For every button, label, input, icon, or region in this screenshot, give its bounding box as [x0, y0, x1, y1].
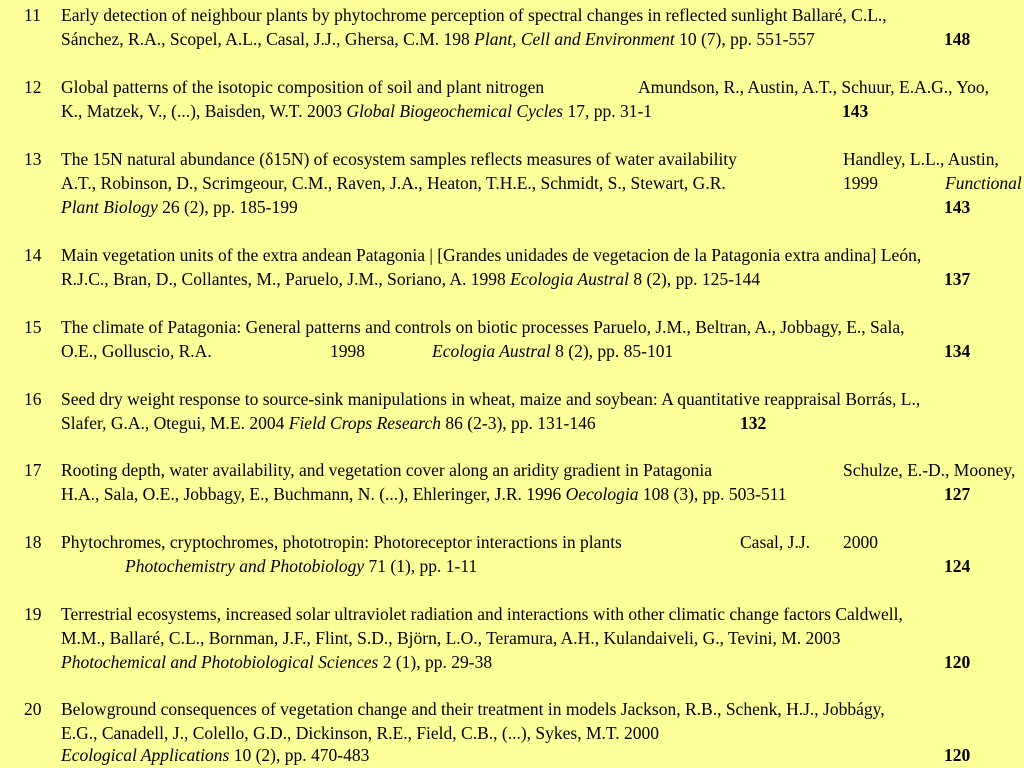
entry-volume: 10 (7), pp. 551-557	[674, 29, 815, 49]
entry-number: 19	[24, 604, 42, 624]
entry-title-line: Phytochromes, cryptochromes, phototropin: Photoreceptor interactions in plants	[61, 532, 622, 552]
entry-volume: 2 (1), pp. 29-38	[378, 652, 493, 672]
entry-year: 2000	[843, 532, 878, 552]
entry-authors-line: O.E., Golluscio, R.A.	[61, 341, 212, 361]
entry-title-line: Seed dry weight response to source-sink manipulations in wheat, maize and soybean: A quantitative reappraisal Borrás, L.,	[61, 389, 921, 409]
entry-number: 16	[24, 389, 42, 409]
entry-citation-line	[61, 411, 596, 435]
entry-citation-line	[125, 554, 477, 578]
entry-journal: Photochemical and Photobiological Sciences	[61, 652, 379, 672]
entry-journal: Ecologia Austral	[432, 341, 551, 361]
entry-authors-line: M.M., Ballaré, C.L., Bornman, J.F., Flint, S.D., Björn, L.O., Teramura, A.H., Kulandaiveli, G., Tevini, M. 2003	[61, 628, 841, 648]
entry-authors: H.A., Sala, O.E., Jobbagy, E., Buchmann, N. (...), Ehleringer, J.R. 1996	[61, 484, 566, 504]
entry-journal: Field Crops Research	[288, 413, 442, 433]
entry-volume: 86 (2-3), pp. 131-146	[441, 413, 596, 433]
entry-volume: 8 (2), pp. 125-144	[628, 269, 761, 289]
entry-number: 18	[24, 532, 42, 552]
entry-title-line: Terrestrial ecosystems, increased solar ultraviolet radiation and interactions with other climatic change factors Caldwell,	[61, 604, 903, 624]
entry-number: 17	[24, 460, 42, 480]
entry-number: 20	[24, 699, 42, 719]
entry-volume: 108 (3), pp. 503-511	[638, 484, 787, 504]
entry-authors: Sánchez, R.A., Scopel, A.L., Casal, J.J., Ghersa, C.M. 198	[61, 29, 475, 49]
entry-citation-line	[432, 339, 673, 363]
entry-citation-line	[61, 27, 815, 51]
entry-citation-line	[61, 482, 787, 506]
entry-citation-line	[61, 650, 492, 674]
entry-number: 12	[24, 77, 42, 97]
entry-authors-line: A.T., Robinson, D., Scrimgeour, C.M., Raven, J.A., Heaton, T.H.E., Schmidt, S., Stewart, G.R.	[61, 173, 726, 193]
entry-journal: Global Biogeochemical Cycles	[346, 101, 564, 121]
entry-volume: 10 (2), pp. 470-483	[229, 745, 370, 765]
entry-number: 11	[24, 5, 41, 25]
entry-volume: 71 (1), pp. 1-11	[364, 556, 478, 576]
entry-citation-line	[61, 267, 760, 291]
entry-authors: R.J.C., Bran, D., Collantes, M., Paruelo, J.M., Soriano, A. 1998	[61, 269, 511, 289]
entry-volume: 26 (2), pp. 185-199	[157, 197, 298, 217]
entry-journal: Ecologia Austral	[510, 269, 629, 289]
entry-journal: Plant, Cell and Environment	[474, 29, 675, 49]
entry-volume: 8 (2), pp. 85-101	[550, 341, 674, 361]
citation-count: 132	[740, 413, 767, 433]
entry-number: 15	[24, 317, 42, 337]
entry-year: 1998	[330, 341, 365, 361]
entry-title-line: Belowground consequences of vegetation change and their treatment in models Jackson, R.B., Schenk, H.J., Jobbágy,	[61, 699, 885, 719]
citation-count: 124	[944, 556, 971, 576]
entry-authors: Slafer, G.A., Otegui, M.E. 2004	[61, 413, 289, 433]
entry-journal: Ecological Applications	[61, 745, 230, 765]
entry-volume: 17, pp. 31-1	[563, 101, 653, 121]
citation-count: 143	[944, 197, 971, 217]
citation-count: 143	[842, 101, 869, 121]
entry-citation-line	[61, 743, 369, 767]
entry-authors-start: Handley, L.L., Austin,	[843, 149, 999, 169]
citation-count: 120	[944, 745, 971, 765]
entry-journal: Photochemistry and Photobiology	[125, 556, 365, 576]
entry-authors-start: Schulze, E.-D., Mooney,	[843, 460, 1016, 480]
entry-title-line: Early detection of neighbour plants by phytochrome perception of spectral changes in reflected sunlight Ballaré, C.L.,	[61, 5, 887, 25]
entry-authors-line: E.G., Canadell, J., Colello, G.D., Dickinson, R.E., Field, C.B., (...), Sykes, M.T. 2000	[61, 723, 660, 743]
entry-authors-start: Amundson, R., Austin, A.T., Schuur, E.A.G., Yoo,	[638, 77, 989, 97]
entry-citation-line	[61, 195, 298, 219]
entry-title-line: The 15N natural abundance (δ15N) of ecosystem samples reflects measures of water availability	[61, 149, 737, 169]
entry-year: 1999	[843, 173, 878, 193]
citation-count: 137	[944, 269, 971, 289]
entry-title-line: Rooting depth, water availability, and vegetation cover along an aridity gradient in Patagonia	[61, 460, 713, 480]
entry-authors: K., Matzek, V., (...), Baisden, W.T. 2003	[61, 101, 347, 121]
citation-count: 134	[944, 341, 971, 361]
entry-authors: Casal, J.J.	[740, 532, 810, 552]
entry-citation-line	[61, 99, 652, 123]
citation-count: 120	[944, 652, 971, 672]
entry-journal-start: Functional	[945, 173, 1022, 193]
citation-count: 127	[944, 484, 971, 504]
entry-journal: Plant Biology	[61, 197, 158, 217]
entry-title-line: The climate of Patagonia: General patterns and controls on biotic processes Paruelo, J.M., Beltran, A., Jobbagy, E., Sala,	[61, 317, 905, 337]
entry-number: 13	[24, 149, 42, 169]
citation-count: 148	[944, 29, 971, 49]
entry-title-line: Global patterns of the isotopic composition of soil and plant nitrogen	[61, 77, 545, 97]
entry-journal: Oecologia	[565, 484, 639, 504]
entry-number: 14	[24, 245, 42, 265]
entry-title-line: Main vegetation units of the extra andean Patagonia | [Grandes unidades de vegetacion de la Patagonia extra andina] León,	[61, 245, 922, 265]
